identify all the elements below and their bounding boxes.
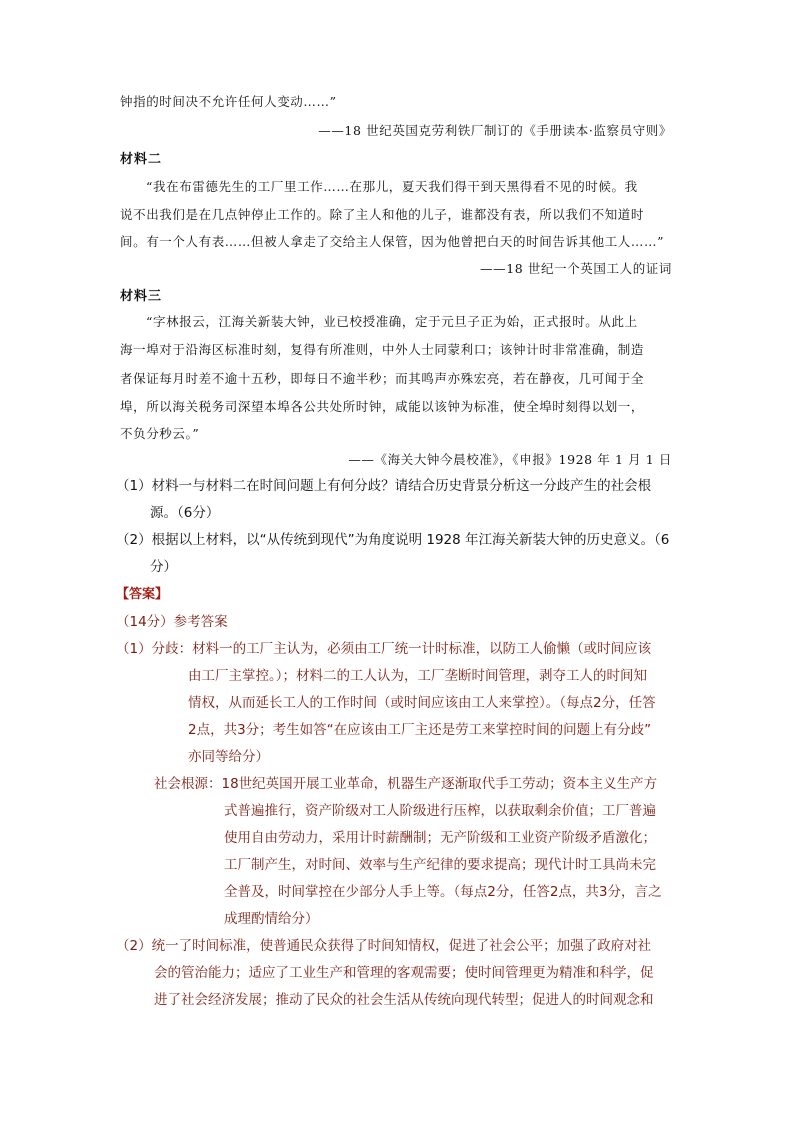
question-1-cont: 源。（6分）	[150, 505, 220, 521]
answer-line: 亦同等给分）	[188, 749, 269, 765]
material3-line: 海一埠对于沿海区标准时刻，复得有所准则，中外人士同蒙利口；该钟计时非常准确，制造	[120, 342, 645, 357]
answer-line: （1）分歧：材料一的工厂主认为，必须由工厂统一计时标准，以防工人偷懒（或时间应该	[116, 641, 652, 657]
material2-title: 材料二	[120, 152, 163, 167]
answer-line: （2）统一了时间标准，使普通民众获得了时间知情权，促进了社会公平；加强了政府对社	[116, 938, 652, 954]
answer-line: 全普及，时间掌控在少部分人手上等。（每点2分，任答2点，共3分，言之	[224, 884, 662, 900]
question-1: （1）材料一与材料二在时间问题上有何分歧？请结合历史背景分析这一分歧产生的社会根	[116, 478, 652, 494]
material3-line: 埠，所以海关税务司深望本埠各公共处所时钟，咸能以该钟为标准，使全埠时刻得以划一，	[120, 399, 645, 414]
answer-line: 社会根源：18世纪英国开展工业革命，机器生产逐渐取代手工劳动；资本主义生产方	[154, 776, 658, 792]
material3-title: 材料三	[120, 289, 163, 304]
material3-source: ——《海关大钟今晨校准》，《申报》1928 年 1 月 1 日	[348, 452, 672, 467]
material3-line: 者保证每月时差不逾十五秒，即每日不逾半秒；而其鸣声亦殊宏亮，若在静夜，几可闻于全	[120, 371, 645, 386]
answer-line: （14分）参考答案	[116, 614, 228, 630]
material2-line: 说不出我们是在几点钟停止工作的。除了主人和他的儿子，谁都没有表，所以我们不知道时	[120, 207, 645, 222]
answer-line: 式普遍推行，资产阶级对工人阶级进行压榨，以获取剩余价值；工厂普遍	[224, 803, 656, 819]
answer-line: 情权，从而延长工人的工作时间（或时间应该由工人来掌控）。（每点2分，任答	[188, 695, 656, 711]
answer-line: 工厂制产生，对时间、效率与生产纪律的要求提高；现代计时工具尚未完	[224, 857, 656, 873]
question-2: （2）根据以上材料，以“从传统到现代”为角度说明 1928 年江海关新装大钟的历史意义。（6	[116, 532, 670, 548]
answer-line: 进了社会经济发展；推动了民众的社会生活从传统向现代转型；促进人的时间观念和	[154, 992, 654, 1008]
material3-line: 不负分秒云。”	[120, 426, 200, 441]
answer-line: 2点，共3分；考生如答“在应该由工厂主还是劳工来掌控时间的问题上有分歧”	[188, 722, 652, 738]
answer-line: 会的管治能力；适应了工业生产和管理的客观需要；使时间管理更为精准和科学，促	[154, 965, 654, 981]
answer-tag: 【答案】	[116, 587, 169, 602]
material1-source: ——18 世纪英国克劳利铁厂制订的《手册读本·监察员守则》	[318, 123, 672, 138]
material2-source: ——18 世纪一个英国工人的证词	[480, 261, 672, 276]
question-2-cont: 分）	[150, 559, 177, 575]
material2-line: “我在布雷德先生的工厂里工作……在那儿，夏天我们得干到天黑得看不见的时候。我	[146, 179, 638, 194]
material2-line: 间。有一个人有表……但被人拿走了交给主人保管，因为他曾把白天的时间告诉其他工人……”	[120, 234, 665, 249]
answer-line: 由工厂主掌控。）；材料二的工人认为，工厂垄断时间管理，剥夺工人的时间知	[188, 668, 647, 684]
answer-line: 使用自由劳动力，采用计时薪酬制；无产阶级和工业资产阶级矛盾激化；	[224, 830, 656, 846]
material1-last-line: 钟指的时间决不允许任何人变动……”	[120, 94, 337, 109]
answer-line: 成理酌情给分）	[224, 911, 319, 927]
material3-line: “字林报云，江海关新装大钟，业已校授准确，定于元旦子正为始，正式报时。从此上	[146, 314, 638, 329]
